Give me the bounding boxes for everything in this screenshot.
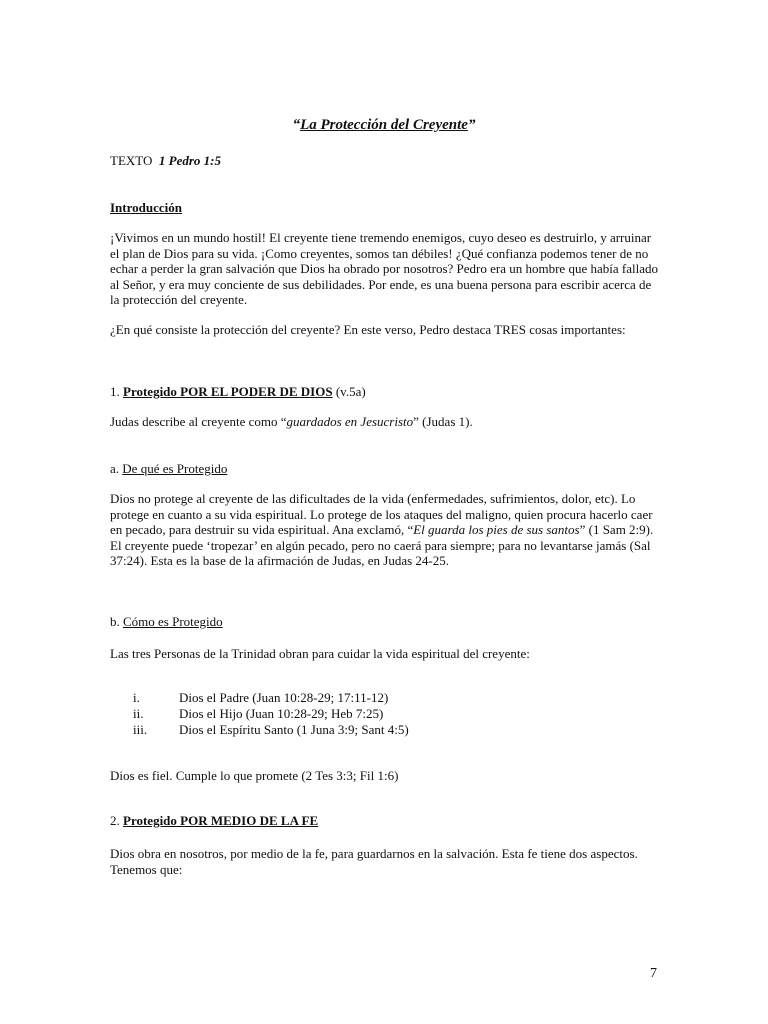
- subsection-b-title: Cómo es Protegido: [123, 614, 223, 629]
- judas-line: [110, 414, 662, 430]
- title-close-quote: ”: [467, 117, 476, 133]
- subsection-a-text-post: ” (1 Sam 2:9). El creyente puede ‘tropezar’ en algún pecado, pero no caerá para siempre; para no levantarse jamás (Sal 37:24). Esta es la base de la afirmación de Judas, en Judas 24-25.: [110, 522, 654, 568]
- intro-heading: Introducción: [110, 200, 182, 215]
- intro-paragraph-2: ¿En qué consiste la protección del creyente? En este verso, Pedro destaca TRES cosas importantes:: [110, 322, 626, 337]
- page-number: 7: [650, 966, 657, 981]
- section-2-number: 2.: [110, 813, 120, 828]
- subsection-b-intro: Las tres Personas de la Trinidad obran para cuidar la vida espiritual del creyente:: [110, 646, 530, 661]
- intro-paragraph-1: ¡Vivimos en un mundo hostil! El creyente tiene tremendo enemigos, cuyo deseo es destruirlo, y arruinar el plan de Dios para su vida. ¡Como creyentes, somos tan débiles! ¿Qué confianza podemos tener de no echar a perder la gran salvación que Dios ha obrado por nosotros? Pedro era un hombre que había fallado al Señor, y era muy conciente de sus debilidades. Por ende, es una buena persona para escribir acerca de la protección del creyente.: [110, 230, 658, 307]
- texto-label: TEXTO: [110, 153, 153, 168]
- list-item-number: iii.: [133, 722, 148, 737]
- list-item-number: ii.: [133, 706, 144, 721]
- section-1-ref: (v.5a): [335, 384, 366, 399]
- judas-quote: guardados en Jesucristo: [286, 414, 414, 429]
- document-title: [0, 118, 768, 134]
- section-2-heading: [110, 813, 662, 829]
- section-2-title: Protegido POR MEDIO DE LA FE: [123, 813, 319, 828]
- list-item-text: Dios el Padre (Juan 10:28-29; 17:11-12): [179, 690, 389, 705]
- subsection-a-label: a.: [110, 461, 120, 476]
- dios-es-fiel-line: Dios es fiel. Cumple lo que promete (2 Tes 3:3; Fil 1:6): [110, 768, 399, 783]
- title-text: La Protección del Creyente: [300, 117, 468, 133]
- section-1-heading: [110, 384, 662, 400]
- section-1-number: 1.: [110, 384, 120, 399]
- subsection-b-heading: [110, 614, 662, 630]
- subsection-a-quote: El guarda los pies de sus santos: [413, 522, 580, 537]
- list-item-text: Dios el Espíritu Santo (1 Juna 3:9; Sant 4:5): [179, 722, 409, 737]
- subsection-a-heading: [110, 461, 662, 477]
- list-item: [133, 706, 653, 722]
- subsection-b-label: b.: [110, 614, 120, 629]
- list-item-text: Dios el Hijo (Juan 10:28-29; Heb 7:25): [179, 706, 384, 721]
- list-item: [133, 690, 653, 706]
- subsection-a-title: De qué es Protegido: [122, 461, 228, 476]
- subsection-a-text-pre: Dios no protege al creyente de las dificultades de la vida (enfermedades, sufrimientos, dolor, etc). Lo protege en cuanto a su vida espiritual. Lo protege de los ataques del maligno, quien procura hacerlo caer en pecado, para destruir su vida espiritual. Ana exclamó, “: [110, 491, 653, 537]
- list-item: [133, 722, 653, 738]
- texto-line: [110, 153, 662, 169]
- section-2-paragraph: Dios obra en nosotros, por medio de la fe, para guardarnos en la salvación. Esta fe tiene dos aspectos. Tenemos que:: [110, 846, 638, 877]
- list-item-number: i.: [133, 690, 140, 705]
- title-open-quote: “: [292, 117, 301, 133]
- subsection-a-paragraph: [110, 491, 662, 569]
- texto-reference: 1 Pedro 1:5: [158, 153, 221, 168]
- section-1-title: Protegido POR EL PODER DE DIOS: [123, 384, 333, 399]
- judas-line-post: ” (Judas 1).: [413, 414, 473, 429]
- judas-line-pre: Judas describe al creyente como “: [110, 414, 287, 429]
